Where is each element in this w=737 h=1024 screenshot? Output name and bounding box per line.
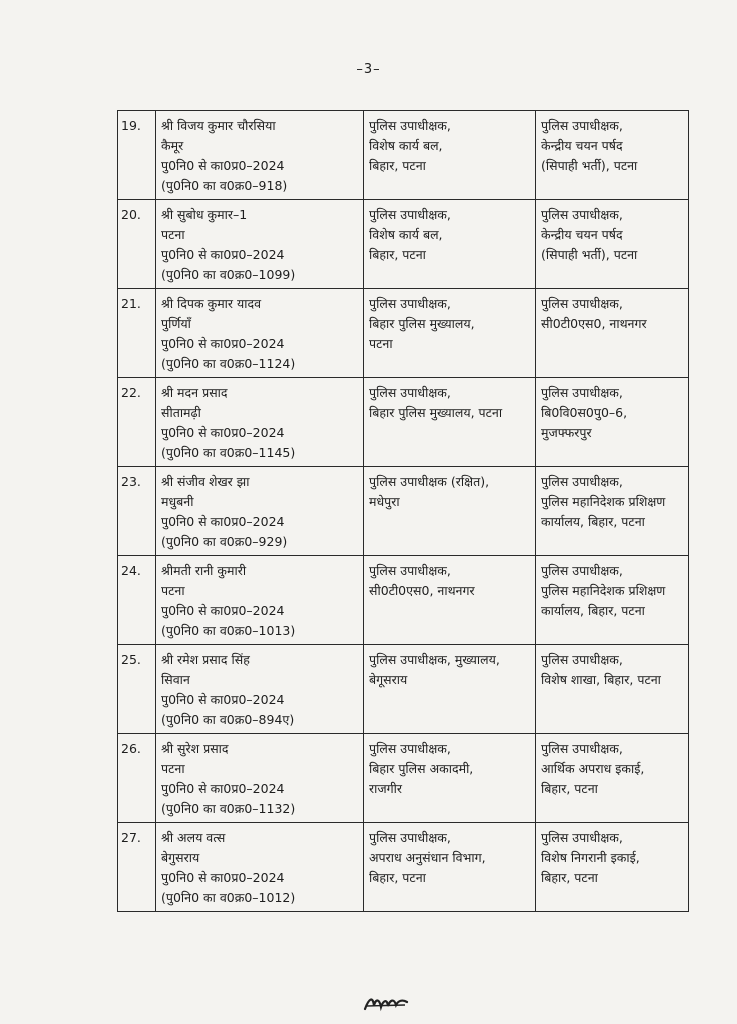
officer-cell <box>156 645 364 734</box>
table-row <box>118 467 689 556</box>
serial-number-cell <box>118 200 156 289</box>
officer-name: श्री रमेश प्रसाद सिंह <box>161 652 250 667</box>
new-posting-line: कार्यालय, बिहार, पटना <box>541 603 645 618</box>
table-row <box>118 734 689 823</box>
seniority-serial: (पु0नि0 का व0क्र0–918) <box>161 178 288 193</box>
table-row <box>118 111 689 200</box>
current-posting-line: बिहार पुलिस अकादमी, <box>369 761 474 776</box>
new-posting-line: बिहार, पटना <box>541 870 598 885</box>
current-posting-line: सी0टी0एस0, नाथनगर <box>369 583 475 598</box>
serial-number: 19. <box>121 118 141 133</box>
current-posting-line: विशेष कार्य बल, <box>369 138 443 153</box>
new-posting-line: मुजफ्फरपुर <box>541 425 592 440</box>
new-posting-line: पुलिस उपाधीक्षक, <box>541 563 623 578</box>
seniority-serial: (पु0नि0 का व0क्र0–1124) <box>161 356 296 371</box>
new-posting-cell <box>536 378 689 467</box>
officer-cell <box>156 111 364 200</box>
current-posting-line: पुलिस उपाधीक्षक, <box>369 296 451 311</box>
table-row <box>118 645 689 734</box>
new-posting-line: बि0वि0स0पु0–6, <box>541 405 628 420</box>
new-posting-cell <box>536 467 689 556</box>
current-posting-cell <box>364 289 536 378</box>
serial-number: 27. <box>121 830 141 845</box>
officer-cell <box>156 556 364 645</box>
current-posting-line: विशेष कार्य बल, <box>369 227 443 242</box>
current-posting-line: राजगीर <box>369 781 403 796</box>
officer-name: श्री मदन प्रसाद <box>161 385 228 400</box>
serial-number: 21. <box>121 296 141 311</box>
current-posting-cell <box>364 378 536 467</box>
table-row <box>118 289 689 378</box>
current-posting-cell <box>364 556 536 645</box>
officer-cell <box>156 289 364 378</box>
current-posting-line: बिहार, पटना <box>369 158 426 173</box>
serial-number-cell <box>118 467 156 556</box>
serial-number-cell <box>118 734 156 823</box>
new-posting-line: (सिपाही भर्ती), पटना <box>541 247 638 262</box>
current-posting-cell <box>364 823 536 912</box>
new-posting-line: पुलिस उपाधीक्षक, <box>541 741 623 756</box>
new-posting-line: पुलिस महानिदेशक प्रशिक्षण <box>541 583 666 598</box>
current-posting-line: पुलिस उपाधीक्षक, <box>369 118 451 133</box>
promotion-batch: पु0नि0 से का0प्र0–2024 <box>161 692 285 707</box>
seniority-serial: (पु0नि0 का व0क्र0–1013) <box>161 623 296 638</box>
current-posting-line: बिहार, पटना <box>369 870 426 885</box>
new-posting-line: कार्यालय, बिहार, पटना <box>541 514 645 529</box>
current-posting-line: बेगूसराय <box>369 672 408 687</box>
serial-number-cell <box>118 645 156 734</box>
officer-district: कैमूर <box>161 138 184 153</box>
officer-district: मधुबनी <box>161 494 194 509</box>
current-posting-line: अपराध अनुसंधान विभाग, <box>369 850 486 865</box>
new-posting-line: बिहार, पटना <box>541 781 598 796</box>
officer-cell <box>156 378 364 467</box>
officer-district: सिवान <box>161 672 190 687</box>
seniority-serial: (पु0नि0 का व0क्र0–1132) <box>161 801 296 816</box>
current-posting-line: पुलिस उपाधीक्षक, <box>369 207 451 222</box>
serial-number: 23. <box>121 474 141 489</box>
transfer-table <box>117 110 689 912</box>
promotion-batch: पु0नि0 से का0प्र0–2024 <box>161 336 285 351</box>
promotion-batch: पु0नि0 से का0प्र0–2024 <box>161 158 285 173</box>
new-posting-line: (सिपाही भर्ती), पटना <box>541 158 638 173</box>
current-posting-cell <box>364 645 536 734</box>
new-posting-line: सी0टी0एस0, नाथनगर <box>541 316 647 331</box>
transfer-table-body <box>118 111 689 912</box>
serial-number: 25. <box>121 652 141 667</box>
seniority-serial: (पु0नि0 का व0क्र0–1012) <box>161 890 296 905</box>
new-posting-line: पुलिस उपाधीक्षक, <box>541 474 623 489</box>
officer-district: पटना <box>161 761 185 776</box>
promotion-batch: पु0नि0 से का0प्र0–2024 <box>161 514 285 529</box>
current-posting-line: पटना <box>369 336 393 351</box>
signature-icon <box>361 992 411 1014</box>
officer-district: पुर्णियाँ <box>161 316 191 331</box>
serial-number-cell <box>118 556 156 645</box>
new-posting-line: आर्थिक अपराध इकाई, <box>541 761 645 776</box>
officer-district: सीतामढ़ी <box>161 405 201 420</box>
seniority-serial: (पु0नि0 का व0क्र0–1145) <box>161 445 296 460</box>
promotion-batch: पु0नि0 से का0प्र0–2024 <box>161 603 285 618</box>
current-posting-cell <box>364 467 536 556</box>
new-posting-line: केन्द्रीय चयन पर्षद <box>541 227 623 242</box>
current-posting-line: बिहार, पटना <box>369 247 426 262</box>
new-posting-line: केन्द्रीय चयन पर्षद <box>541 138 623 153</box>
serial-number-cell <box>118 289 156 378</box>
current-posting-cell <box>364 111 536 200</box>
current-posting-line: पुलिस उपाधीक्षक (रक्षित), <box>369 474 490 489</box>
current-posting-line: मधेपुरा <box>369 494 400 509</box>
table-row <box>118 200 689 289</box>
new-posting-cell <box>536 556 689 645</box>
promotion-batch: पु0नि0 से का0प्र0–2024 <box>161 781 285 796</box>
officer-cell <box>156 734 364 823</box>
officer-name: श्रीमती रानी कुमारी <box>161 563 247 578</box>
table-row <box>118 556 689 645</box>
officer-name: श्री सुबोध कुमार–1 <box>161 207 248 222</box>
serial-number: 20. <box>121 207 141 222</box>
seniority-serial: (पु0नि0 का व0क्र0–894ए) <box>161 712 295 727</box>
new-posting-line: पुलिस महानिदेशक प्रशिक्षण <box>541 494 666 509</box>
officer-name: श्री दिपक कुमार यादव <box>161 296 262 311</box>
current-posting-line: पुलिस उपाधीक्षक, <box>369 741 451 756</box>
new-posting-line: पुलिस उपाधीक्षक, <box>541 652 623 667</box>
new-posting-line: विशेष निगरानी इकाई, <box>541 850 640 865</box>
current-posting-line: पुलिस उपाधीक्षक, <box>369 385 451 400</box>
serial-number: 22. <box>121 385 141 400</box>
serial-number-cell <box>118 378 156 467</box>
new-posting-line: पुलिस उपाधीक्षक, <box>541 830 623 845</box>
current-posting-line: पुलिस उपाधीक्षक, <box>369 830 451 845</box>
serial-number-cell <box>118 823 156 912</box>
new-posting-cell <box>536 823 689 912</box>
officer-district: पटना <box>161 583 185 598</box>
new-posting-line: पुलिस उपाधीक्षक, <box>541 118 623 133</box>
current-posting-line: पुलिस उपाधीक्षक, <box>369 563 451 578</box>
table-row <box>118 823 689 912</box>
officer-district: पटना <box>161 227 185 242</box>
promotion-batch: पु0नि0 से का0प्र0–2024 <box>161 870 285 885</box>
officer-name: श्री संजीव शेखर झा <box>161 474 250 489</box>
new-posting-line: पुलिस उपाधीक्षक, <box>541 385 623 400</box>
seniority-serial: (पु0नि0 का व0क्र0–1099) <box>161 267 296 282</box>
promotion-batch: पु0नि0 से का0प्र0–2024 <box>161 425 285 440</box>
new-posting-line: पुलिस उपाधीक्षक, <box>541 296 623 311</box>
promotion-batch: पु0नि0 से का0प्र0–2024 <box>161 247 285 262</box>
current-posting-line: बिहार पुलिस मुख्यालय, <box>369 316 475 331</box>
officer-cell <box>156 823 364 912</box>
table-row <box>118 378 689 467</box>
current-posting-cell <box>364 200 536 289</box>
officer-cell <box>156 467 364 556</box>
new-posting-line: पुलिस उपाधीक्षक, <box>541 207 623 222</box>
page-number: –3– <box>356 62 381 77</box>
seniority-serial: (पु0नि0 का व0क्र0–929) <box>161 534 288 549</box>
new-posting-cell <box>536 645 689 734</box>
current-posting-line: बिहार पुलिस मुख्यालय, पटना <box>369 405 503 420</box>
officer-name: श्री अलय वत्स <box>161 830 226 845</box>
new-posting-cell <box>536 734 689 823</box>
new-posting-cell <box>536 200 689 289</box>
officer-district: बेगुसराय <box>161 850 200 865</box>
serial-number: 24. <box>121 563 141 578</box>
current-posting-cell <box>364 734 536 823</box>
new-posting-cell <box>536 111 689 200</box>
officer-name: श्री सुरेश प्रसाद <box>161 741 229 756</box>
serial-number: 26. <box>121 741 141 756</box>
officer-name: श्री विजय कुमार चौरसिया <box>161 118 276 133</box>
current-posting-line: पुलिस उपाधीक्षक, मुख्यालय, <box>369 652 500 667</box>
new-posting-line: विशेष शाखा, बिहार, पटना <box>541 672 661 687</box>
officer-cell <box>156 200 364 289</box>
serial-number-cell <box>118 111 156 200</box>
new-posting-cell <box>536 289 689 378</box>
